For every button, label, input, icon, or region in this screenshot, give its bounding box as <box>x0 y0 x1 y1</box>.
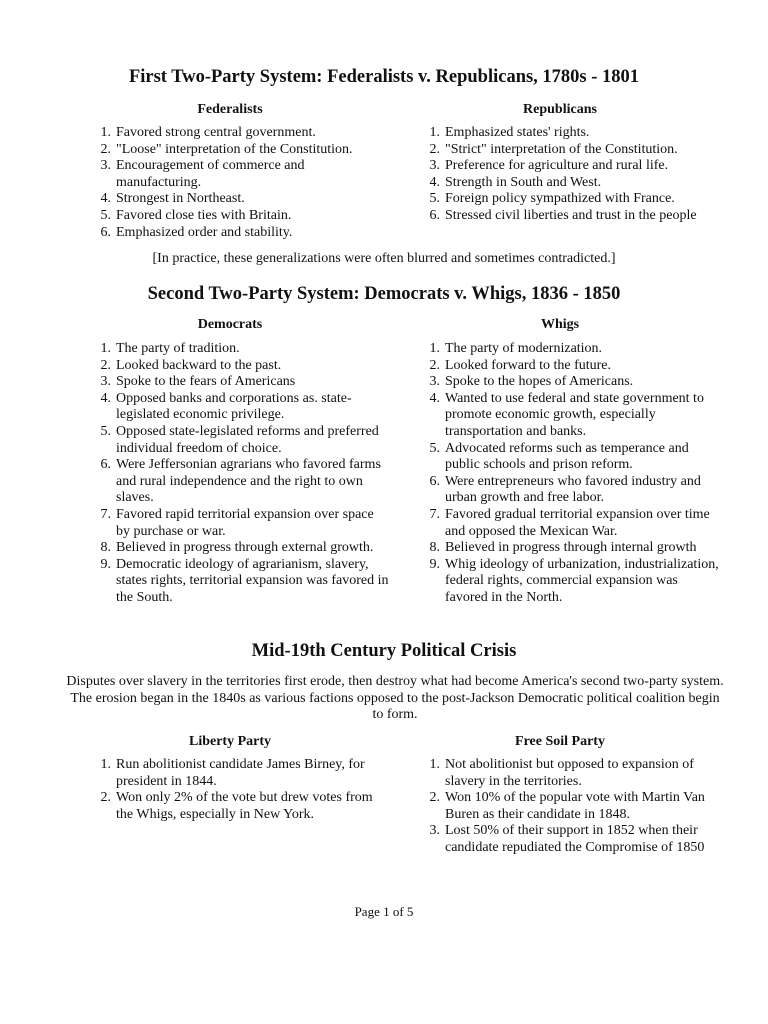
list-item <box>91 158 391 191</box>
list-item <box>420 757 720 790</box>
list-item-number: 1. <box>100 341 111 356</box>
list-item-number: 3. <box>429 374 440 390</box>
list-item <box>420 125 715 142</box>
list-item <box>420 391 720 441</box>
list-item <box>91 757 381 790</box>
list-item-text: Spoke to the hopes of Americans. <box>445 374 634 390</box>
list-item <box>91 790 381 823</box>
list-item-number: 7. <box>429 506 440 522</box>
list-item <box>91 424 391 457</box>
liberty-party-list <box>91 757 381 823</box>
list-item-text: Run abolitionist candidate James Birney, for president in 1844. <box>116 757 365 789</box>
list-item-text: Favored rapid territorial expansion over space by purchase or war. <box>116 506 374 539</box>
list-item-number: 6. <box>100 224 111 240</box>
list-item-text: Foreign policy sympathized with France. <box>445 191 675 207</box>
list-item-number: 3. <box>429 158 440 174</box>
list-item <box>91 142 391 159</box>
list-item <box>420 158 715 175</box>
list-item <box>420 208 715 225</box>
federalists-heading: Federalists <box>197 102 263 117</box>
list-item-number: 5. <box>100 207 111 223</box>
list-item-number: 2. <box>100 790 111 806</box>
list-item <box>420 374 720 391</box>
list-item-text: Strongest in Northeast. <box>116 191 245 207</box>
list-item-number: 3. <box>100 374 111 390</box>
list-item-number: 1. <box>429 125 440 140</box>
list-item-text: The party of modernization. <box>445 341 603 356</box>
list-item-text: Encouragement of commerce and manufacturing. <box>116 158 305 190</box>
list-item-number: 3. <box>100 158 111 174</box>
list-item-number: 1. <box>100 125 111 140</box>
list-item-text: Whig ideology of urbanization, industrialization, federal rights, commercial expansion was favored in the North. <box>445 556 719 605</box>
list-item-text: Looked forward to the future. <box>445 357 611 373</box>
list-item-text: Were Jeffersonian agrarians who favored farms and rural independence and the right to own slaves. <box>116 457 381 506</box>
crisis-intro: Disputes over slavery in the territories first erode, then destroy what had become America's second two-party system. The erosion began in the 1840s as various factions opposed to the post-Jackson Democratic political coalition begin to form. <box>66 674 724 723</box>
practice-note: [In practice, these generalizations were often blurred and sometimes contradicted.] <box>152 251 616 266</box>
list-item <box>420 175 715 192</box>
list-item-number: 3. <box>429 823 440 839</box>
list-item-text: Preference for agriculture and rural life. <box>445 158 669 174</box>
list-item-text: Believed in progress through internal growth <box>445 540 697 556</box>
list-item <box>420 191 715 208</box>
list-item <box>91 391 391 424</box>
list-item-number: 4. <box>429 390 440 406</box>
list-item-number: 2. <box>100 141 111 157</box>
list-item-text: Emphasized order and stability. <box>116 224 293 240</box>
list-item <box>91 341 391 358</box>
list-item <box>91 358 391 375</box>
list-item <box>91 540 391 557</box>
list-item-text: The party of tradition. <box>116 341 240 356</box>
list-item-number: 6. <box>100 457 111 473</box>
list-item-text: Opposed state-legislated reforms and preferred individual freedom of choice. <box>116 423 379 456</box>
list-item-text: Advocated reforms such as temperance and public schools and prison reform. <box>445 440 689 473</box>
list-item-text: Favored close ties with Britain. <box>116 207 292 223</box>
list-item-number: 1. <box>429 757 440 772</box>
list-item <box>420 790 720 823</box>
list-item-number: 9. <box>429 556 440 572</box>
list-item-number: 2. <box>429 357 440 373</box>
republicans-heading: Republicans <box>523 102 597 117</box>
list-item-number: 5. <box>429 440 440 456</box>
free-soil-party-list <box>420 757 720 857</box>
list-item <box>420 823 720 856</box>
list-item-text: Won 10% of the popular vote with Martin Van Buren as their candidate in 1848. <box>445 790 705 822</box>
second-system-title: Second Two-Party System: Democrats v. Whigs, 1836 - 1850 <box>147 284 621 304</box>
list-item-number: 1. <box>429 341 440 356</box>
list-item <box>420 557 720 607</box>
list-item-text: "Loose" interpretation of the Constitution. <box>116 141 353 157</box>
democrats-heading: Democrats <box>197 317 263 332</box>
federalists-list <box>91 125 391 241</box>
list-item-number: 1. <box>100 757 111 772</box>
whigs-heading: Whigs <box>540 317 580 332</box>
list-item-text: Were entrepreneurs who favored industry and urban growth and free labor. <box>445 473 701 506</box>
list-item-text: Stressed civil liberties and trust in the people <box>445 207 697 223</box>
free-soil-party-heading: Free Soil Party <box>515 734 605 749</box>
list-item <box>91 191 391 208</box>
list-item-number: 7. <box>100 506 111 522</box>
list-item <box>91 374 391 391</box>
list-item <box>420 474 720 507</box>
list-item-number: 8. <box>429 540 440 556</box>
list-item-text: Spoke to the fears of Americans <box>116 374 296 390</box>
list-item-number: 2. <box>429 790 440 806</box>
list-item-number: 8. <box>100 540 111 556</box>
list-item-text: Wanted to use federal and state government to promote economic growth, especially transportation and banks. <box>445 390 704 439</box>
list-item-text: Not abolitionist but opposed to expansion of slavery in the territories. <box>445 757 694 789</box>
list-item-text: Favored strong central government. <box>116 125 316 140</box>
list-item-text: Lost 50% of their support in 1852 when their candidate repudiated the Compromise of 1850 <box>445 823 705 855</box>
list-item <box>420 142 715 159</box>
list-item <box>420 358 720 375</box>
list-item <box>91 225 391 242</box>
list-item-text: "Strict" interpretation of the Constitution. <box>445 141 678 157</box>
democrats-list <box>91 341 391 607</box>
list-item-number: 5. <box>100 423 111 439</box>
list-item-text: Favored gradual territorial expansion over time and opposed the Mexican War. <box>445 506 710 539</box>
list-item-text: Democratic ideology of agrarianism, slavery, states rights, territorial expansion was favored in the South. <box>116 556 389 605</box>
list-item-number: 9. <box>100 556 111 572</box>
page-number: Page 1 of 5 <box>354 904 414 919</box>
whigs-list <box>420 341 720 607</box>
list-item-text: Strength in South and West. <box>445 174 602 190</box>
list-item <box>91 507 391 540</box>
list-item-number: 4. <box>100 390 111 406</box>
list-item-number: 2. <box>100 357 111 373</box>
list-item <box>91 125 391 142</box>
list-item <box>420 341 720 358</box>
list-item <box>420 540 720 557</box>
republicans-list <box>420 125 715 225</box>
list-item-text: Looked backward to the past. <box>116 357 282 373</box>
first-system-title: First Two-Party System: Federalists v. Republicans, 1780s - 1801 <box>128 67 640 87</box>
list-item <box>91 557 391 607</box>
list-item-text: Emphasized states' rights. <box>445 125 590 140</box>
liberty-party-heading: Liberty Party <box>188 734 272 749</box>
list-item <box>91 208 391 225</box>
crisis-title: Mid-19th Century Political Crisis <box>251 641 517 661</box>
list-item-text: Opposed banks and corporations as. state-legislated economic privilege. <box>116 390 352 423</box>
list-item-number: 5. <box>429 191 440 207</box>
list-item-number: 6. <box>429 473 440 489</box>
list-item-number: 4. <box>100 191 111 207</box>
list-item <box>420 507 720 540</box>
list-item-text: Believed in progress through external growth. <box>116 540 374 556</box>
list-item-number: 6. <box>429 207 440 223</box>
list-item-number: 2. <box>429 141 440 157</box>
list-item <box>420 441 720 474</box>
list-item-number: 4. <box>429 174 440 190</box>
list-item <box>91 457 391 507</box>
list-item-text: Won only 2% of the vote but drew votes from the Whigs, especially in New York. <box>116 790 373 822</box>
